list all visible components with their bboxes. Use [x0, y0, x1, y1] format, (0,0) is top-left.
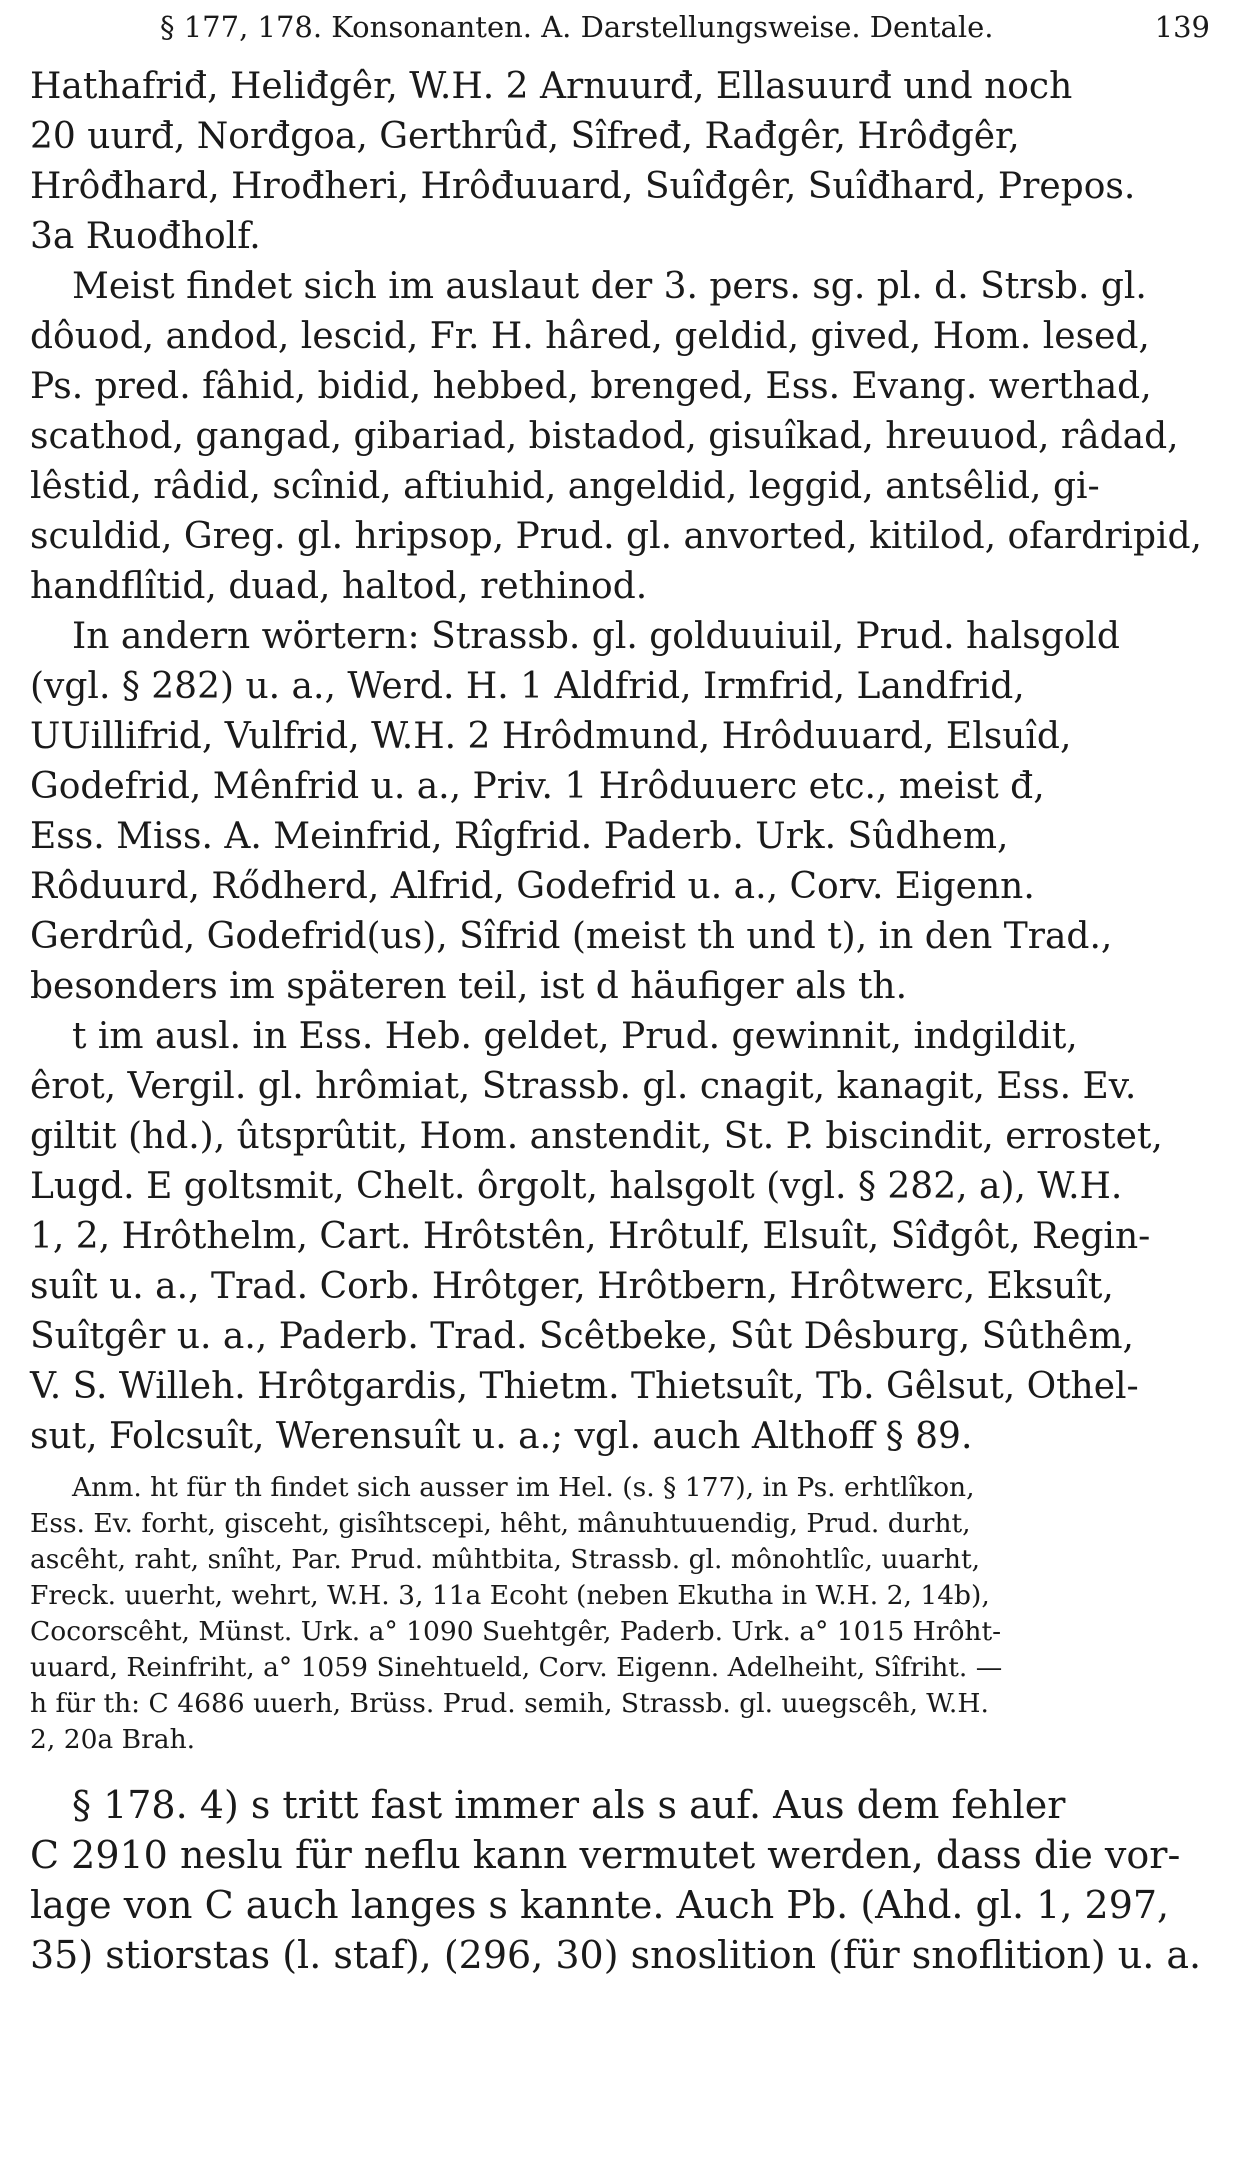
text-line: Meist findet sich im auslaut der 3. pers. sg. pl. d. Strsb. gl.	[72, 266, 1147, 307]
text-line: Suîtgêr u. a., Paderb. Trad. Scêtbeke, Sût Dêsburg, Sûthêm,	[30, 1316, 1134, 1357]
section-line: § 178. 4) s tritt fast immer als s auf. Aus dem fehler	[72, 1783, 1066, 1827]
text-line: Hathafriđ, Heliđgêr, W.H. 2 Arnuurđ, Ellasuurđ und noch	[30, 66, 1073, 107]
text-line: V. S. Willeh. Hrôtgardis, Thietm. Thietsuît, Tb. Gêlsut, Othel-	[30, 1366, 1139, 1407]
text-line: sculdid, Greg. gl. hripsop, Prud. gl. anvorted, kitilod, ofardripid,	[30, 516, 1202, 557]
text-line: sut, Folcsuît, Werensuît u. a.; vgl. auch Althoff § 89.	[30, 1416, 973, 1457]
text-line: Ess. Miss. A. Meinfrid, Rîgfrid. Paderb. Urk. Sûdhem,	[30, 816, 1009, 857]
text-line: besonders im späteren teil, ist d häufiger als th.	[30, 966, 908, 1007]
header-title: § 177, 178. Konsonanten. A. Darstellungsweise. Dentale.	[160, 10, 994, 44]
note-line: 2, 20a Brah.	[30, 1724, 196, 1755]
text-line: suît u. a., Trad. Corb. Hrôtger, Hrôtbern, Hrôtwerc, Eksuît,	[30, 1266, 1114, 1307]
text-line: UUillifrid, Vulfrid, W.H. 2 Hrôdmund, Hrôduuard, Elsuîd,	[30, 716, 1072, 757]
text-line: In andern wörtern: Strassb. gl. golduuiuil, Prud. halsgold	[72, 616, 1120, 657]
text-line: êrot, Vergil. gl. hrômiat, Strassb. gl. cnagit, kanagit, Ess. Ev.	[30, 1066, 1137, 1107]
note-line: uuard, Reinfriht, a° 1059 Sinehtueld, Corv. Eigenn. Adelheiht, Sîfriht. —	[30, 1652, 1003, 1683]
text-line: handflîtid, duad, haltod, rethinod.	[30, 566, 648, 607]
text-line: 3a Ruođholf.	[30, 216, 261, 257]
section-line: C 2910 neslu für neflu kann vermutet werden, dass die vor-	[30, 1833, 1181, 1877]
text-line: Hrôđhard, Hrođheri, Hrôđuuard, Suîđgêr, Suîđhard, Prepos.	[30, 166, 1136, 207]
note-line: h für th: C 4686 uuerh, Brüss. Prud. semih, Strassb. gl. uuegscêh, W.H.	[30, 1688, 989, 1719]
note-line: ascêht, raht, snîht, Par. Prud. mûhtbita, Strassb. gl. mônohtlîc, uuarht,	[30, 1544, 981, 1575]
note-line: Cocorscêht, Münst. Urk. a° 1090 Suehtgêr, Paderb. Urk. a° 1015 Hrôht-	[30, 1616, 1002, 1647]
text-line: Godefrid, Mênfrid u. a., Priv. 1 Hrôduuerc etc., meist đ,	[30, 766, 1045, 807]
section-line: 35) stiorstas (l. staf), (296, 30) snoslition (für snoflition) u. a.	[30, 1933, 1202, 1977]
text-line: Gerdrûd, Godefrid(us), Sîfrid (meist th und t), in den Trad.,	[30, 916, 1113, 957]
text-line: 1, 2, Hrôthelm, Cart. Hrôtstên, Hrôtulf, Elsuît, Sîđgôt, Regin-	[30, 1216, 1151, 1257]
running-header	[30, 10, 1210, 54]
text-line: t im ausl. in Ess. Heb. geldet, Prud. gewinnit, indgildit,	[72, 1016, 1078, 1057]
text-line: giltit (hd.), ûtsprûtit, Hom. anstendit, St. P. biscindit, errostet,	[30, 1116, 1163, 1157]
text-line: Rôduurd, Rődherd, Alfrid, Godefrid u. a., Corv. Eigenn.	[30, 866, 1035, 907]
text-line: scathod, gangad, gibariad, bistadod, gisuîkad, hreuuod, râdad,	[30, 416, 1179, 457]
text-line: (vgl. § 282) u. a., Werd. H. 1 Aldfrid, Irmfrid, Landfrid,	[30, 666, 1025, 707]
note-line: Anm. ht für th findet sich ausser im Hel. (s. § 177), in Ps. erhtlîkon,	[72, 1472, 975, 1503]
text-line: dôuod, andod, lescid, Fr. H. hâred, geldid, gived, Hom. lesed,	[30, 316, 1150, 357]
text-line: 20 uurđ, Norđgoa, Gerthrûđ, Sîfređ, Rađgêr, Hrôđgêr,	[30, 116, 1020, 157]
text-line: Lugd. E goltsmit, Chelt. ôrgolt, halsgolt (vgl. § 282, a), W.H.	[30, 1166, 1123, 1207]
section-line: lage von C auch langes s kannte. Auch Pb. (Ahd. gl. 1, 297,	[30, 1883, 1170, 1927]
text-line: Ps. pred. fâhid, bidid, hebbed, brenged, Ess. Evang. werthad,	[30, 366, 1152, 407]
note-line: Freck. uuerht, wehrt, W.H. 3, 11a Ecoht (neben Ekutha in W.H. 2, 14b),	[30, 1580, 990, 1611]
text-line: lêstid, râdid, scînid, aftiuhid, angeldid, leggid, antsêlid, gi-	[30, 466, 1100, 507]
page-number: 139	[1154, 10, 1210, 44]
note-line: Ess. Ev. forht, gisceht, gisîhtscepi, hêht, mânuhtuuendig, Prud. durht,	[30, 1508, 971, 1539]
